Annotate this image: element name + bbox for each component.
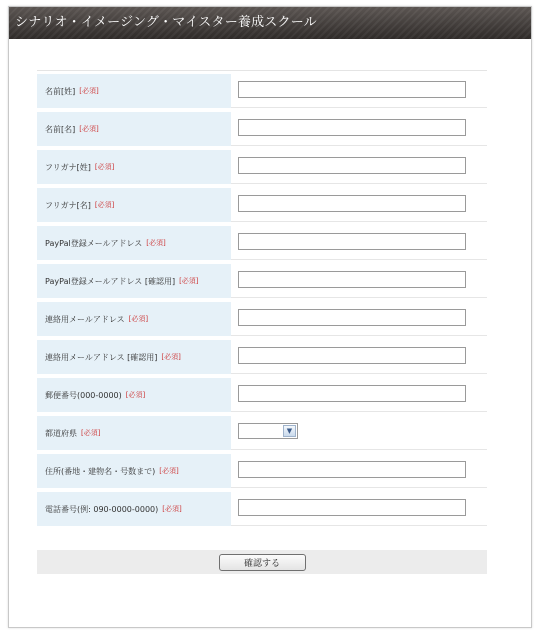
address-input[interactable] (238, 461, 466, 478)
required-mark: [必須] (125, 391, 146, 399)
last-name-input[interactable] (238, 81, 466, 98)
form-row-furigana-first (37, 185, 487, 223)
field-label: フリガナ[名] [必須] (37, 185, 231, 222)
postal-code-input[interactable] (238, 385, 466, 402)
form-row-first-name (37, 109, 487, 147)
required-mark: [必須] (159, 467, 179, 475)
chevron-down-icon[interactable]: ▼ (283, 425, 296, 437)
contact-email-input[interactable] (238, 309, 466, 326)
field-label: 住所(番地・建物名・号数まで) [必須] (37, 451, 231, 488)
form-row-last-name (37, 71, 487, 109)
paypal-email-confirm-input[interactable] (238, 271, 466, 288)
required-mark: [必須] (79, 125, 99, 133)
page-title: シナリオ・イメージング・マイスター養成スクール (15, 15, 317, 30)
page-header (9, 7, 531, 39)
required-mark: [必須] (79, 87, 99, 95)
field-label: 都道府県 [必須] (37, 413, 231, 450)
contact-email-confirm-input[interactable] (238, 347, 466, 364)
furigana-last-input[interactable] (238, 157, 466, 174)
field-label: PayPal登録メールアドレス [確認用] [必須] (37, 261, 231, 298)
form-row-furigana-last (37, 147, 487, 185)
form-row-paypal-email-confirm (37, 261, 487, 299)
required-mark: [必須] (94, 201, 115, 209)
form-row-address (37, 451, 487, 489)
confirm-button[interactable]: 確認する (219, 554, 306, 571)
required-mark: [必須] (81, 429, 101, 437)
field-label: 連絡用メールアドレス [必須] (37, 299, 231, 336)
required-mark: [必須] (161, 353, 181, 361)
phone-input[interactable] (238, 499, 466, 516)
paypal-email-input[interactable] (238, 233, 466, 250)
registration-form (37, 70, 487, 527)
form-row-contact-email (37, 299, 487, 337)
form-row-postal-code (37, 375, 487, 413)
form-row-prefecture (37, 413, 487, 451)
field-label: 電話番号(例: 090-0000-0000) [必須] (37, 489, 231, 526)
field-label: 連絡用メールアドレス [確認用] [必須] (37, 337, 231, 374)
field-label: PayPal登録メールアドレス [必須] (37, 223, 231, 260)
required-mark: [必須] (146, 239, 166, 247)
required-mark: [必須] (179, 277, 199, 285)
first-name-input[interactable] (238, 119, 466, 136)
form-row-contact-email-confirm (37, 337, 487, 375)
required-mark: [必須] (162, 505, 182, 513)
prefecture-select[interactable] (238, 423, 298, 439)
form-row-paypal-email (37, 223, 487, 261)
field-label: 郵便番号(000-0000) [必須] (37, 375, 231, 412)
field-label: 名前[名] [必須] (37, 109, 231, 146)
required-mark: [必須] (128, 315, 149, 323)
submit-bar (37, 550, 487, 574)
field-label: 名前[姓] [必須] (37, 71, 231, 108)
required-mark: [必須] (94, 163, 115, 171)
form-row-phone (37, 489, 487, 527)
field-label: フリガナ[姓] [必須] (37, 147, 231, 184)
furigana-first-input[interactable] (238, 195, 466, 212)
